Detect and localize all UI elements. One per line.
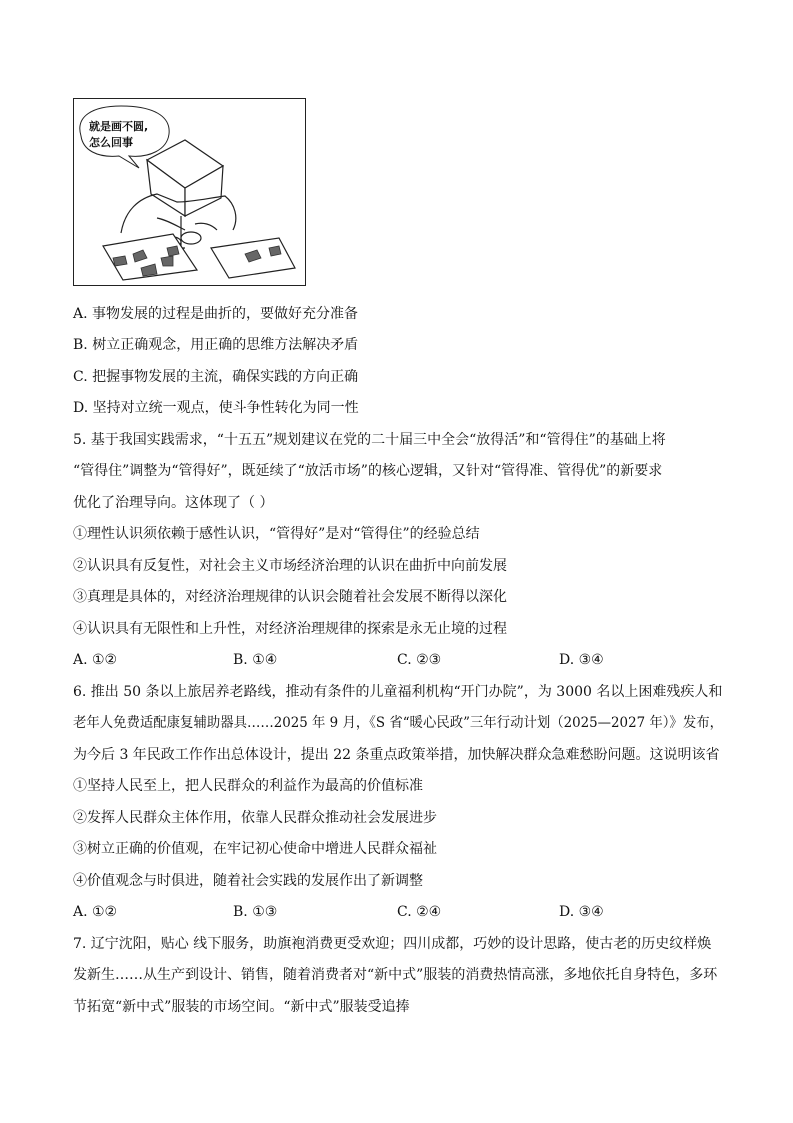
- q5-statement-4: ④认识具有无限性和上升性，对经济治理规律的探索是永无止境的过程: [73, 621, 507, 637]
- q7-stem-line-2: 发新生……从生产到设计、销售，随着消费者对“新中式”服装的消费热情高涨，多地依托自身特色，多环: [73, 967, 718, 983]
- q5-choice-a[interactable]: A. ①②: [73, 652, 118, 668]
- q5-choice-d[interactable]: D. ③④: [559, 652, 604, 668]
- q6-statement-4: ④价值观念与时俱进，随着社会实践的发展作出了新调整: [73, 873, 423, 889]
- q5-choice-c[interactable]: C. ②③: [397, 652, 442, 668]
- speech-line-1: 就是画不圆,: [89, 120, 149, 133]
- q7-stem-line-3: 节拓宽“新中式”服装的市场空间。“新中式”服装受追捧: [73, 999, 410, 1015]
- q5-statement-3: ③真理是具体的，对经济治理规律的认识会随着社会发展不断得以深化: [73, 589, 507, 605]
- q4-option-c: C. 把握事物发展的主流，确保实践的方向正确: [73, 369, 359, 385]
- q5-statement-1: ①理性认识须依赖于感性认识，“管得好”是对“管得住”的经验总结: [73, 526, 480, 542]
- speech-line-2: 怎么回事: [89, 136, 133, 149]
- q6-stem-line-3: 为今后 3 年民政工作作出总体设计，提出 22 条重点政策举措，加快解决群众急难愁盼问题。这说明该省: [73, 747, 720, 763]
- q5-stem-line-2: “管得住”调整为“管得好”，既延续了“放活市场”的核心逻辑，又针对“管得准、管得优”的新要求: [73, 463, 663, 479]
- q6-choice-c[interactable]: C. ②④: [397, 904, 442, 920]
- q4-option-d: D. 坚持对立统一观点，使斗争性转化为同一性: [73, 400, 359, 416]
- q6-statement-1: ①坚持人民至上，把人民群众的利益作为最高的价值标准: [73, 778, 423, 794]
- q6-statement-2: ②发挥人民群众主体作用，依靠人民群众推动社会发展进步: [73, 810, 437, 826]
- q6-stem-line-2: 老年人免费适配康复辅助器具……2025 年 9 月，《S 省“暖心民政”三年行动计划（2025—2027 年）》发布，: [73, 715, 723, 731]
- q4-option-b: B. 树立正确观念，用正确的思维方法解决矛盾: [73, 337, 359, 353]
- q6-choice-d[interactable]: D. ③④: [559, 904, 604, 920]
- q6-choice-b[interactable]: B. ①③: [233, 904, 278, 920]
- q4-option-a: A. 事物发展的过程是曲折的，要做好充分准备: [73, 306, 359, 322]
- q5-choice-b[interactable]: B. ①④: [233, 652, 278, 668]
- q7-stem-line-1: 7. 辽宁沈阳，贴心 线下服务，助旗袍消费更受欢迎；四川成都，巧妙的设计思路，使古老的历史纹样焕: [73, 936, 712, 952]
- q5-stem-line-3: 优化了治理导向。这体现了（ ）: [73, 495, 274, 511]
- q5-statement-2: ②认识具有反复性，对社会主义市场经济治理的认识在曲折中向前发展: [73, 558, 507, 574]
- q6-choice-a[interactable]: A. ①②: [73, 904, 118, 920]
- q6-stem-line-1: 6. 推出 50 条以上旅居养老路线，推动有条件的儿童福利机构“开门办院”，为 3000 名以上困难残疾人和: [73, 684, 723, 700]
- q6-statement-3: ③树立正确的价值观，在牢记初心使命中增进人民群众福祉: [73, 841, 437, 857]
- q5-stem-line-1: 5. 基于我国实践需求，“十五五”规划建议在党的二十届三中全会“放得活”和“管得住”的基础上将: [73, 432, 666, 448]
- cartoon-illustration: [73, 98, 306, 286]
